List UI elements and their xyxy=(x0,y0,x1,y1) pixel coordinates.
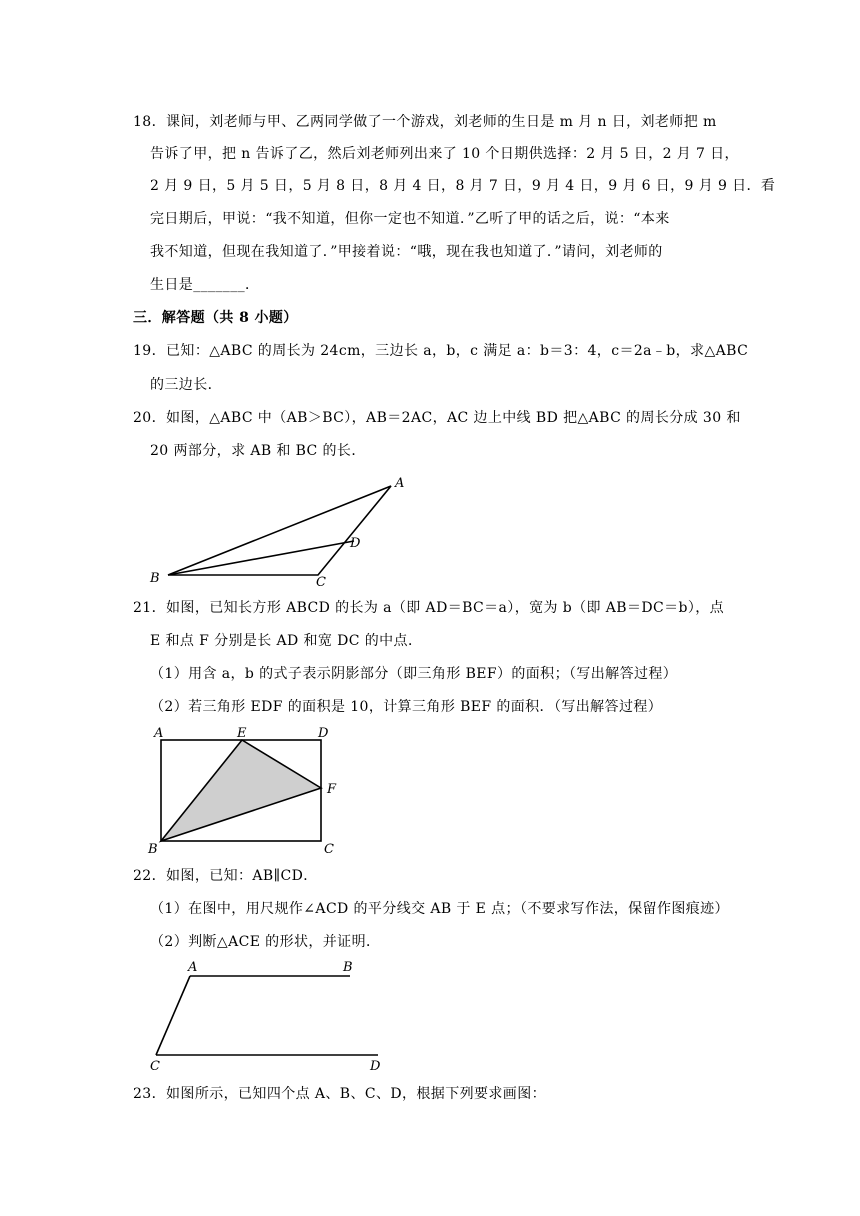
label-b: B xyxy=(150,571,160,586)
median-bd xyxy=(168,541,354,575)
q21-line-3: （1）用含 a，b 的式子表示阴影部分（即三角形 BEF）的面积；（写出解答过程） xyxy=(150,666,678,682)
shaded-triangle-bef xyxy=(161,740,321,841)
q20-line-1: 20．如图，△ABC 中（AB＞BC），AB＝2AC，AC 边上中线 BD 把△ABC 的周长分成 30 和 xyxy=(133,410,741,426)
label-f: F xyxy=(327,782,337,797)
q20-line-2: 20 两部分，求 AB 和 BC 的长． xyxy=(150,443,366,459)
label-c: C xyxy=(316,575,326,590)
label-c: C xyxy=(150,1059,160,1074)
label-d: D xyxy=(318,726,329,741)
section-title: 三．解答题（共 8 小题） xyxy=(133,310,298,326)
q21-line-4: （2）若三角形 EDF 的面积是 10，计算三角形 BEF 的面积．（写出解答过程） xyxy=(150,699,663,715)
q18-line-3: 2 月 9 日，5 月 5 日，5 月 8 日，8 月 4 日，8 月 7 日，9 月 4 日，9 月 6 日，9 月 9 日．看 xyxy=(150,178,776,194)
q23-line-1: 23．如图所示，已知四个点 A、B、C、D，根据下列要求画图： xyxy=(133,1086,546,1102)
q22-line-2: （1）在图中，用尺规作∠ACD 的平分线交 AB 于 E 点；（不要求写作法，保留作图痕迹） xyxy=(150,901,729,917)
label-b: B xyxy=(148,842,158,857)
label-a: A xyxy=(188,960,198,975)
triangle-abc xyxy=(168,486,391,575)
q21-line-1: 21．如图，已知长方形 ABCD 的长为 a（即 AD＝BC＝a），宽为 b（即 AB＝DC＝b），点 xyxy=(133,600,725,616)
q21-line-2: E 和点 F 分别是长 AD 和宽 DC 的中点． xyxy=(150,633,423,649)
q22-parallel-figure xyxy=(140,955,390,1075)
label-d: D xyxy=(350,536,361,551)
q18-line-4: 完日期后，甲说：“我不知道，但你一定也不知道．”乙听了甲的话之后，说：“本来 xyxy=(150,211,670,227)
q18-line-2: 告诉了甲，把 n 告诉了乙，然后刘老师列出来了 10 个日期供选择：2 月 5 日，2 月 7 日， xyxy=(150,146,739,162)
q20-triangle-figure xyxy=(140,470,420,590)
q18-line-1: 18．课间，刘老师与甲、乙两同学做了一个游戏，刘老师的生日是 m 月 n 日，刘老师把 m xyxy=(133,114,717,130)
label-a: A xyxy=(154,726,164,741)
q22-line-1: 22．如图，已知：AB∥CD． xyxy=(133,868,318,884)
q18-line-6: 生日是_______． xyxy=(150,277,260,293)
q18-line-5: 我不知道，但现在我知道了．”甲接着说：“哦，现在我也知道了．”请问，刘老师的 xyxy=(150,244,663,260)
label-d: D xyxy=(370,1059,381,1074)
q22-line-3: （2）判断△ACE 的形状，并证明． xyxy=(150,934,381,950)
q19-line-2: 的三边长． xyxy=(150,377,222,393)
q19-line-1: 19．已知：△ABC 的周长为 24cm，三边长 a，b，c 满足 a：b＝3：4，c＝2a﹣b，求△ABC xyxy=(133,343,749,359)
label-b: B xyxy=(343,960,353,975)
label-c: C xyxy=(324,842,334,857)
segment-ac xyxy=(156,976,190,1055)
label-e: E xyxy=(237,726,247,741)
q21-rectangle-figure xyxy=(140,722,350,858)
label-a: A xyxy=(395,476,405,491)
